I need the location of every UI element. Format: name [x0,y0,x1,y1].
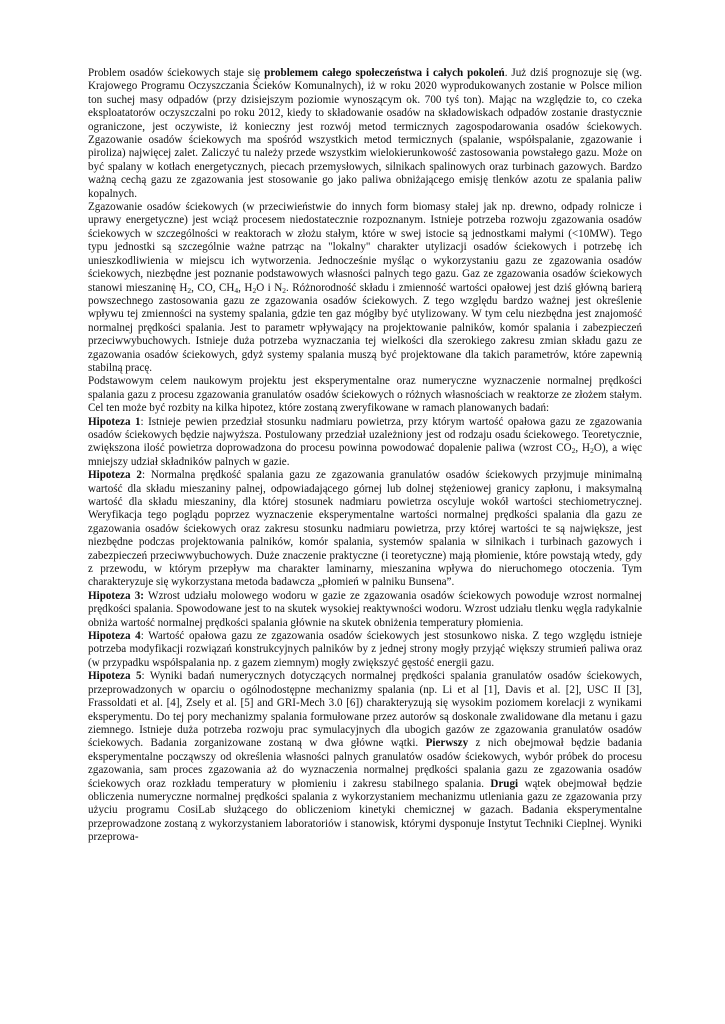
gasification-text-2: , CO, CH [191,281,235,294]
hypothesis-label: Hipoteza 1 [88,415,141,428]
hypothesis-label: Hipoteza 3: [88,589,144,602]
gasification-text-4: O i N [256,281,283,294]
hypothesis-text: wątek obejmował będzie obliczenia numeryczne normalnej prędkości spalania z wykorzystaniem mechanizmu utleniania gazu ze zgazowania przy użyciu programu CosiLab służącego do obliczeniom kinetyki chemicznej w gazach. Badania eksperymentalne przeprowadzone zostaną z wykorzystaniem laboratoriów i stanowisk, którymi dysponuje Instytut Techniki Cieplnej. Wyniki przeprowa- [88,777,642,844]
hypothesis-text: Wzrost udziału molowego wodoru w gazie ze zgazowania osadów ściekowych powoduje wzrost normalnej prędkości spalania. Spowodowane jest to na skutek wysokiej reaktywności wodoru. Wzrost udziału tlenku węgla radykalnie obniża wartość normalnej prędkości spalania głównie na skutek obniżenia temperatury płomienia. [88,589,642,629]
subscript: 4 [234,285,239,295]
hypothesis-text: : Istnieje pewien przedział stosunku nadmiaru powietrza, przy którym wartość opałowa gazu ze zgazowania osadów ściekowych będzie najwyższa. Postulowany przedział uzależniony jest od rodzaju osadu ściekowego. Teoretycznie, zwiększona ilość powietrza doprowadzona do procesu powinna powodować dopalenie paliwa (wzrost CO [88,415,642,455]
subscript: 2 [252,285,257,295]
emphasis-second: Drugi [490,777,519,790]
subscript: 2 [282,285,286,295]
subscript: 2 [590,446,594,456]
gasification-text-1: Zgazowanie osadów ściekowych (w przeciwieństwie do innych form biomasy stałej jak np. drewno, odpady rolnicze i uprawy energetyczne) jest wciąż procesem niedostatecznie rozpoznanym. Istnieje potrzeba rozwoju zgazowania osadów ściekowych w szczególności w reaktorach w złożu stałym, które w swej istocie są jednostkami małymi (<10MW). Tego typu jednostki są szczególnie ważne patrząc na "lokalny" charakter utylizacji osadów ściekowych i potrzebę ich unieszkodliwienia w miejscu ich wytworzenia. Jednocześnie myśląc o wykorzystaniu gazu ze zgazowania osadów ściekowych, niezbędne jest poznanie podstawowych własności palnych tego gazu. Gaz ze zgazowania osadów ściekowych stanowi mieszaninę H [88,201,642,294]
hypothesis-1 [88,416,642,470]
gasification-text-3: , H [238,281,253,294]
hypothesis-text: z nich obejmował będzie badania eksperymentalne począwszy od określenia własności palnych granulatów osadów ściekowych, wybór próbek do procesu zgazowania, sam proces zgazowania aż do wyznaczenia normalnej prędkości spalania gazu ze zgazowania osadów ściekowych oraz rozkładu temperatury w płomieniu i zakresu stabilnego spalania. [88,737,642,790]
paragraph-gasification [88,201,642,375]
emphasis-first: Pierwszy [425,737,469,750]
hypothesis-text: , H [575,442,591,455]
intro-emphasis: problemem całego społeczeństwa i całych pokoleń [264,67,505,79]
hypothesis-label: Hipoteza 2 [88,469,142,482]
subscript: 2 [571,446,576,456]
intro-text-start: Problem osadów ściekowych staje się [88,67,265,79]
hypothesis-text: O), a więc mniejszy udział składników palnych w gazie. [88,442,642,468]
hypothesis-text: : Wartość opałowa gazu ze zgazowania osadów ściekowych jest stosunkowo niska. Z tego względu istnieje potrzeba modyfikacji rozwiązań konstrukcyjnych palników by z jednej strony mogły przyjąć większy strumień paliwa oraz (w przypadku współspalania np. z gazem ziemnym) mogły zwiększyć gęstość energii gazu. [88,630,643,669]
hypothesis-5 [88,670,642,844]
document-page [88,67,642,845]
intro-text-rest: . Już dziś prognozuje się (wg. Krajowego Programu Oczyszczania Ścieków Komunalnych), iż w roku 2020 wyprodukowanych zostanie w Polsce milion ton suchej masy odpadów (przy dzisiejszym poziomie wynoszącym ok. 700 tyś ton). Mając na względzie to, co czeka eksploatatorów oczyszczalni po roku 2012, kiedy to składowanie osadów na składowiskach odpadów zostanie drastycznie ograniczone, jest oczywiste, iż konieczny jest rozwój metod termicznych zagospodarowania osadów ściekowych. Zgazowanie osadów ściekowych ma spośród wszystkich metod termicznych (spalanie, współspalanie, zgazowanie i piroliza) najwięcej zalet. Zaliczyć tu należy przede wszystkim wielokierunkowość zastosowania powstałego gazu. Może on być spalany w kotłach energetycznych, piecach przemysłowych, silnikach spalinowych oraz turbinach gazowych. Bardzo ważną cechą gazu ze zgazowania jest stosowanie go jako paliwa obniżającego emisję tlenków azotu ze spalania paliw kopalnych. [88,67,642,200]
paragraph-intro [88,67,642,201]
hypothesis-text: : Wyniki badań numerycznych dotyczących normalnej prędkości spalania granulatów osadów ściekowych, przeprowadzonych w oparciu o ogólnodostępne mechanizmy spalania (np. Li et al [1], Davis et al. [2], USC II [3], Frassoldati et al. [4], Zsely et al. [5] and GRI-Mech 3.0 [6]) charakteryzują się wysokim poziomem korelacji z wynikami eksperymentu. Do tej pory mechanizmy spalania formułowane przez autorów są doskonale zwalidowane dla metanu i gazu ziemnego. Istnieje duża potrzeba rozwoju prac symulacyjnych dla ubogich gazów ze zgazowania granulatów osadów ściekowych. Badania zorganizowane zostaną w dwa główne wątki. [88,670,642,750]
paragraph-goal: Podstawowym celem naukowym projektu jest eksperymentalne oraz numeryczne wyznaczenie normalnej prędkości spalania gazu z procesu zgazowania granulatów osadów ściekowych o różnych własnościach w reaktorze ze złożem stałym. Cel ten może być rozbity na kilka hipotez, które zostaną zweryfikowane w ramach planowanych badań: [88,375,642,415]
hypothesis-label: Hipoteza 5 [88,670,142,683]
hypothesis-4 [88,630,642,670]
gasification-text-5: . Różnorodność składu i zmienność wartości opałowej jest dziś główną barierą powszechnego zastosowania gazu ze zgazowania osadów ściekowych. Z tego względu bardzo ważnej jest określenie wpływu tej zmienności na systemy spalania, gdzie ten gaz mógłby być utylizowany. W tym celu niezbędna jest znajomość normalnej prędkości spalania. Jest to parametr wpływający na projektowanie palników, komór spalania i zabezpieczeń przeciwwybuchowych. Istnieje duża potrzeba wyznaczania tej wielkości dla szerokiego zakresu zmian składu gazu ze zgazowania osadów ściekowych, gdyż systemy spalania muszą być projektowane dla takich parametrów, które zapewnią stabilną pracę. [88,281,642,374]
hypothesis-3 [88,590,642,630]
hypothesis-label: Hipoteza 4 [88,630,141,643]
subscript: 2 [187,285,192,295]
hypothesis-text: : Normalna prędkość spalania gazu ze zgazowania granulatów osadów ściekowych przyjmuje minimalną wartość dla składu mieszaniny palnej, odpowiadającego górnej lub dolnej stężeniowej granicy zapłonu, i maksymalną wartość dla składu mieszaniny, dla której stosunek nadmiaru powietrza oscyluje wokół wartości stechiometrycznej. Weryfikacja tego poglądu poprzez wyznaczenie eksperymentalne wartości normalnej prędkości spalania dla gazu ze zgazowania osadów ściekowych oraz zakresu stosunku nadmiaru powietrza, przy której wartości te są największe, jest niezbędne podczas projektowania palników, komór spalania, systemów spalania w silnikach i turbinach gazowych i zabezpieczeń przeciwwybuchowych. Duże znaczenie praktyczne (i teoretyczne) mają płomienie, które powstają wtedy, gdy z przewodu, w którym przepływ ma charakter laminarny, mieszanina wpływa do nieruchomego otoczenia. Tym charakteryzuje się wykorzystana metoda badawcza „płomień w palniku Bunsena”. [88,469,642,589]
hypothesis-2 [88,469,642,590]
